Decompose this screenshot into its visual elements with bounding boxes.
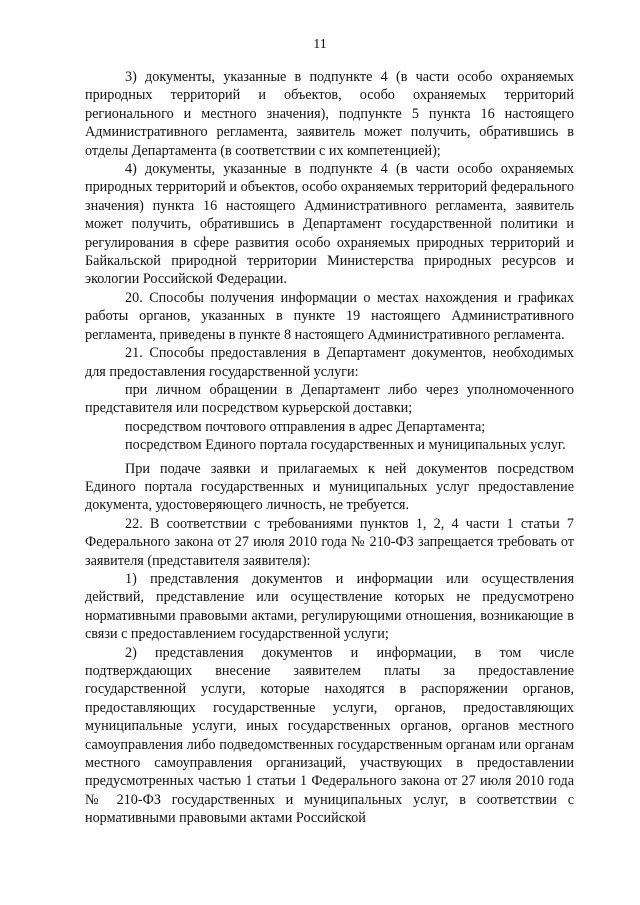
paragraph-20: 20. Способы получения информации о местах нахождения и графиках работы органов, указанных в пункте 19 настоящего Административного регламента, приведены в пункте 8 настоящего Административного регламента. xyxy=(85,289,574,343)
paragraph-22-item-1: 1) представления документов и информации или осуществления действий, представление или осуществление которых не предусмотрено нормативными правовыми актами, регулирующими отношения, возникающие в связи с предоставлением государственной услуги; xyxy=(85,570,574,643)
paragraph-21-method-portal: посредством Единого портала государственных и муниципальных услуг. xyxy=(125,437,566,454)
paragraph-22-item-2: 2) представления документов и информации, в том числе подтверждающих внесение заявителем платы за предоставление государственной услуги, которые находятся в распоряжении органов, предоставляющих государственные услуги, органов, предоставляющих муниципальные услуги, иных государственных органов, органов местного самоуправления либо подведомственных государственным органам или органам местного самоуправления организаций, участвующих в предоставлении предусмотренных частью 1 статьи 1 Федерального закона от 27 июля 2010 года № 210-ФЗ государственных и муниципальных услуг, в соответствии с нормативными правовыми актами Российской xyxy=(85,644,574,827)
paragraph-21-method-personal: при личном обращении в Департамент либо через уполномоченного представителя или посредством курьерской доставки; xyxy=(85,381,574,417)
page-number: 11 xyxy=(313,37,327,52)
paragraph-21-method-post: посредством почтового отправления в адрес Департамента; xyxy=(125,418,486,435)
document-body xyxy=(85,68,574,828)
paragraph-22: 22. В соответствии с требованиями пунктов 1, 2, 4 части 1 статьи 7 Федерального закона от 27 июля 2010 года № 210-ФЗ запрещается требовать от заявителя (представителя заявителя): xyxy=(85,515,574,569)
paragraph-item-3: 3) документы, указанные в подпункте 4 (в части особо охраняемых природных территорий и объектов, особо охраняемых территорий регионального и местного значения), подпункте 5 пункта 16 настоящего Административного регламента, заявитель может получить, обратившись в отделы Департамента (в соответствии с их компетенцией); xyxy=(85,69,574,159)
paragraph-item-4: 4) документы, указанные в подпункте 4 (в части особо охраняемых природных территорий и объектов, особо охраняемых территорий федерального значения) пункта 16 настоящего Административного регламента, заявитель может получить, обратившись в Департамент государственной политики и регулирования в сфере развития особо охраняемых природных территорий и Байкальской природной территории Министерства природных ресурсов и экологии Российской Федерации. xyxy=(85,161,574,288)
paragraph-21: 21. Способы предоставления в Департамент документов, необходимых для предоставления государственной услуги: xyxy=(85,345,574,380)
paragraph-portal-note: При подаче заявки и прилагаемых к ней документов посредством Единого портала государственных и муниципальных услуг предоставление документа, удостоверяющего личность, не требуется. xyxy=(85,460,574,514)
